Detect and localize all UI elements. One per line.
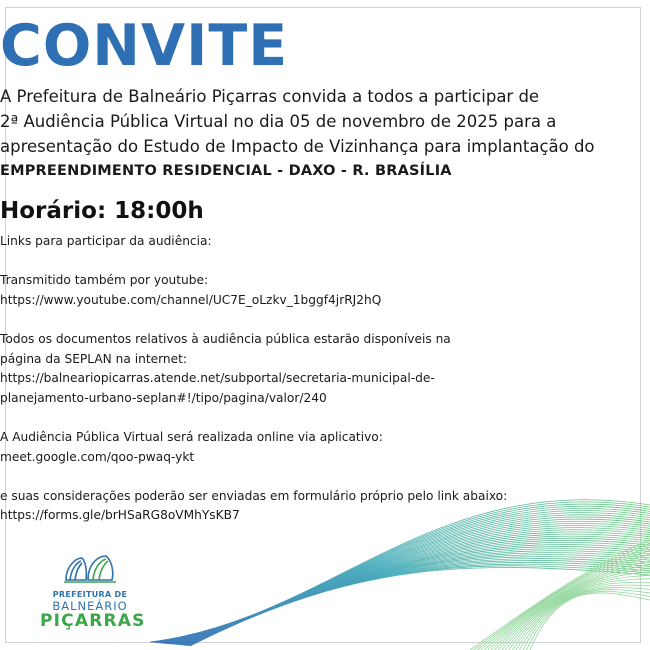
docs-link[interactable]: https://balneariopicarras.atende.net/subportal/secretaria-municipal-de- [0,371,435,386]
wave-line [180,553,650,645]
logo-line-1: PREFEITURA DE [52,590,128,599]
wave-line [523,590,650,650]
invite-intro [0,84,650,184]
intro-line: 2ª Audiência Pública Virtual no dia 05 de novembro de 2025 para a [0,112,557,131]
wave-line [155,508,650,642]
form-label: e suas considerações poderão ser enviadas em formulário próprio pelo link abaixo: [0,488,508,503]
shell-icon [60,552,120,586]
invite-body [0,232,650,526]
form-link[interactable]: https://forms.gle/brHSaRG8oVMhYsKB7 [0,508,240,523]
youtube-link[interactable]: https://www.youtube.com/channel/UC7E_oLzkv_1bggf4jrRJ2hQ [0,292,382,307]
wave-line [186,562,650,645]
meet-label: A Audiência Pública Virtual será realizada online via aplicativo: [0,429,383,444]
wave-line [185,560,650,645]
intro-line: apresentação do Estudo de Impacto de Vizinhança para implantação do [0,137,595,156]
links-intro: Links para participar da audiência: [0,234,212,248]
intro-line: A Prefeitura de Balneário Piçarras convida a todos a participar de [0,87,540,106]
meet-link[interactable]: meet.google.com/qoo-pwaq-ykt [0,449,195,464]
project-name: EMPREENDIMENTO RESIDENCIAL - DAXO - R. BRASÍLIA [0,163,452,179]
schedule-time: Horário: 18:00h [0,198,204,224]
prefeitura-logo [40,552,146,631]
docs-link[interactable]: planejamento-urbano-seplan#!/tipo/pagina/valor/240 [0,390,327,405]
wave-line [488,558,650,650]
logo-line-3: PIÇARRAS [40,611,146,631]
wave-line [189,566,650,646]
wave-line [188,564,650,646]
youtube-label: Transmitido também por youtube: [0,273,209,288]
docs-text: página da SEPLAN na internet: [0,351,188,366]
docs-text: Todos os documentos relativos à audiência pública estarão disponíveis na [0,331,451,346]
logo-line-2: BALNEÁRIO [52,599,128,613]
invite-title: CONVITE [0,13,289,79]
